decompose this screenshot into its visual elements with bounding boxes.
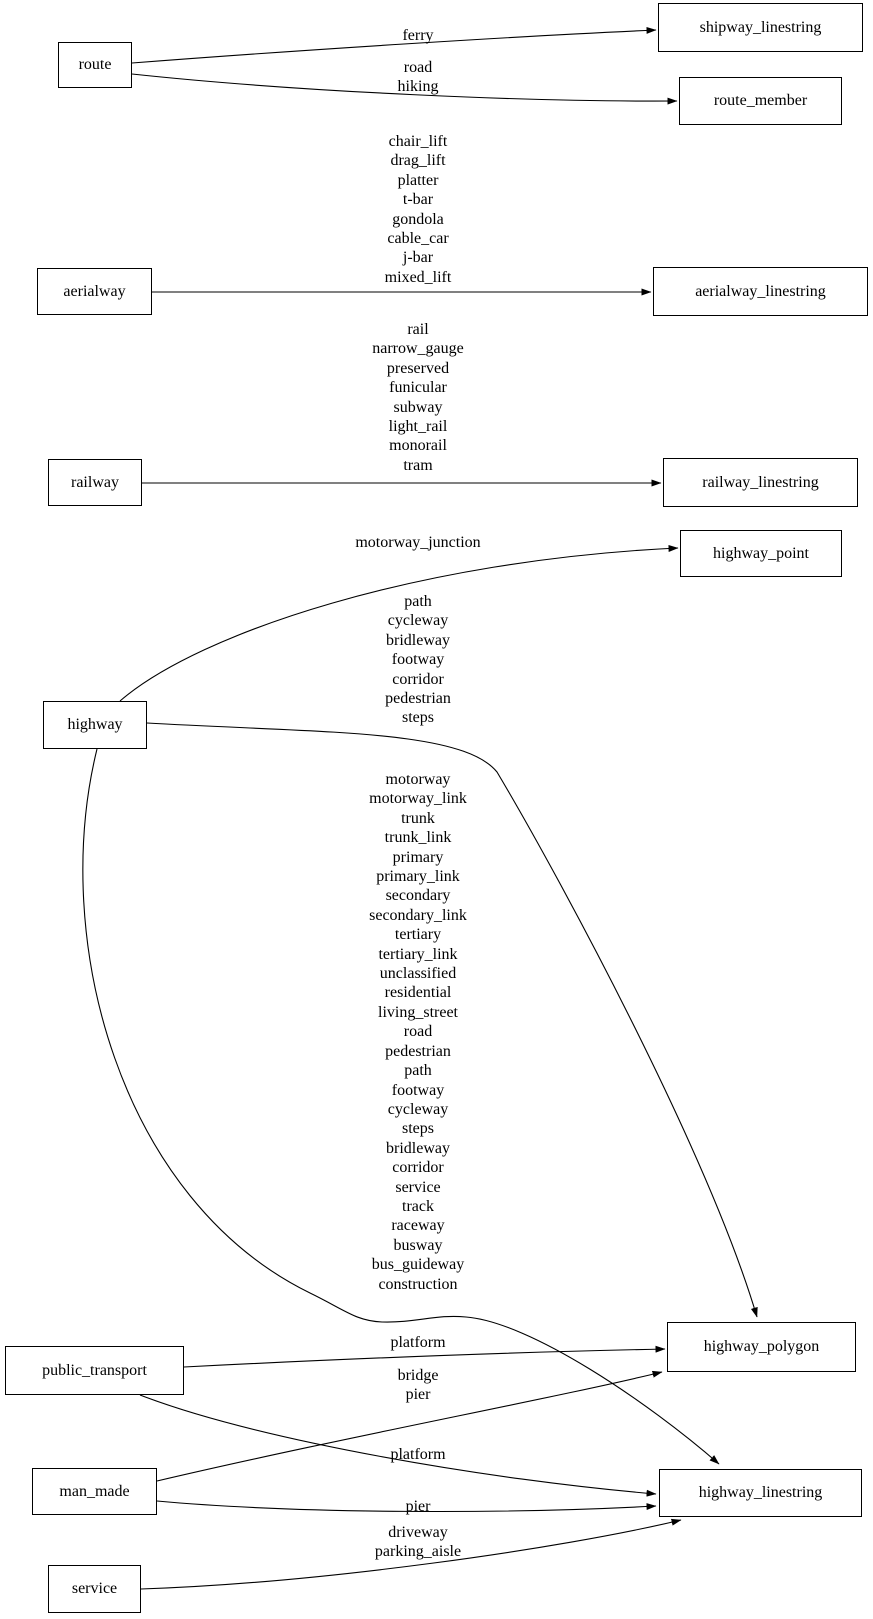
edge-label-line: hiking [397, 78, 439, 96]
edge-label-line: secondary [385, 887, 451, 905]
edge-label-line: residential [384, 984, 452, 1002]
edge-label-line: track [402, 1197, 434, 1215]
edge-label-line: motorway_junction [355, 534, 481, 551]
node-railway: railway [48, 459, 142, 506]
edge-label-line: motorway_link [369, 790, 467, 808]
edge-label-line: steps [402, 709, 434, 727]
edge-label-line: cycleway [387, 1100, 449, 1118]
edge-label-line: cable_car [387, 230, 449, 248]
edge-label-route-ferry [402, 26, 433, 45]
node-man_made: man_made [32, 1468, 157, 1515]
edge-label-line: platform [390, 1446, 446, 1463]
edge-label-line: platform [390, 1334, 446, 1351]
edge-label-line: platter [397, 171, 439, 189]
edge-label-line: j-bar [402, 249, 434, 267]
edge-label-manmade-pier-linestring [406, 1497, 431, 1516]
edge-label-line: drag_lift [390, 152, 446, 170]
edge-label-route-road-hiking [398, 58, 439, 97]
node-route_member: route_member [679, 77, 842, 125]
edge-label-line: mixed_lift [384, 268, 452, 286]
edge-label-line: tram [403, 456, 433, 474]
edge-label-line: tertiary_link [378, 945, 458, 963]
edge-label-line: footway [391, 1081, 445, 1099]
edge-label-railway-types [372, 320, 464, 475]
edge-label-line: bridleway [386, 1139, 450, 1157]
node-aerialway_linestring: aerialway_linestring [653, 267, 868, 316]
node-highway_point: highway_point [680, 530, 842, 577]
node-public_transport: public_transport [5, 1346, 184, 1395]
edge-label-pt-platform-polygon [390, 1333, 445, 1352]
edge-label-aerialway-types [385, 132, 452, 287]
edge-label-line: busway [393, 1236, 443, 1254]
edge-label-line: road [403, 59, 433, 76]
edge-label-line: light_rail [388, 418, 448, 436]
node-railway_linestring: railway_linestring [663, 458, 858, 507]
edge-label-line: preserved [386, 359, 450, 377]
edge-label-line: corridor [392, 1159, 444, 1177]
edge-label-line: steps [401, 1120, 434, 1138]
edge-label-line: subway [393, 398, 443, 416]
node-aerialway: aerialway [37, 268, 152, 315]
edge-label-line: bridleway [386, 631, 450, 649]
edge-label-line: service [395, 1178, 441, 1196]
edge-label-line: driveway [388, 1524, 448, 1541]
edge-label-line: chair_lift [388, 133, 448, 150]
edge-label-line: ferry [402, 27, 434, 44]
edge-label-line: monorail [389, 437, 447, 455]
edge-label-manmade-bridge-pier [398, 1366, 439, 1405]
node-service: service [48, 1565, 141, 1613]
edge-label-line: motorway [385, 771, 451, 788]
node-shipway_linestring: shipway_linestring [658, 3, 863, 52]
edge-label-line: construction [378, 1275, 458, 1293]
edge-label-line: pedestrian [385, 1042, 451, 1060]
edge-label-line: footway [391, 651, 445, 669]
edge-label-line: raceway [391, 1217, 445, 1235]
edge-label-line: trunk_link [384, 829, 452, 847]
edge-route-shipway_linestring [132, 30, 656, 63]
node-highway: highway [43, 701, 147, 749]
edge-label-line: tertiary [394, 926, 442, 944]
edge-label-line: bridge [397, 1367, 439, 1384]
edge-label-pt-platform-linestring [390, 1445, 445, 1464]
edge-label-line: road [403, 1023, 433, 1041]
edge-label-line: bus_guideway [371, 1256, 465, 1274]
edge-label-motorway-junction [355, 533, 480, 552]
edge-label-line: primary [392, 848, 444, 866]
edge-label-line: unclassified [379, 965, 457, 983]
edge-label-line: funicular [389, 379, 447, 397]
edge-label-line: primary_link [376, 868, 460, 886]
edge-label-line: trunk [401, 809, 435, 827]
edge-label-line: living_street [378, 1003, 458, 1021]
edge-label-highway-linestring-types [369, 770, 467, 1294]
edge-label-service-types [375, 1523, 461, 1562]
edge-label-line: secondary_link [369, 906, 467, 924]
node-route: route [58, 42, 132, 88]
node-highway_linestring: highway_linestring [659, 1469, 862, 1517]
edge-label-line: narrow_gauge [372, 340, 464, 358]
edge-label-line: corridor [392, 670, 444, 688]
edge-label-line: t-bar [402, 191, 434, 209]
edge-label-line: path [404, 593, 432, 610]
edge-label-line: pier [405, 1386, 431, 1404]
edge-label-line: pedestrian [385, 690, 451, 708]
node-highway_polygon: highway_polygon [667, 1322, 856, 1372]
edge-label-line: path [404, 1062, 432, 1080]
edge-label-line: rail [407, 321, 429, 338]
edge-label-line: cycleway [387, 612, 449, 630]
edge-label-highway-polygon-types [385, 592, 451, 728]
edge-label-line: pier [405, 1498, 431, 1515]
edge-label-line: parking_aisle [374, 1543, 462, 1561]
edge-label-line: gondola [392, 210, 444, 228]
